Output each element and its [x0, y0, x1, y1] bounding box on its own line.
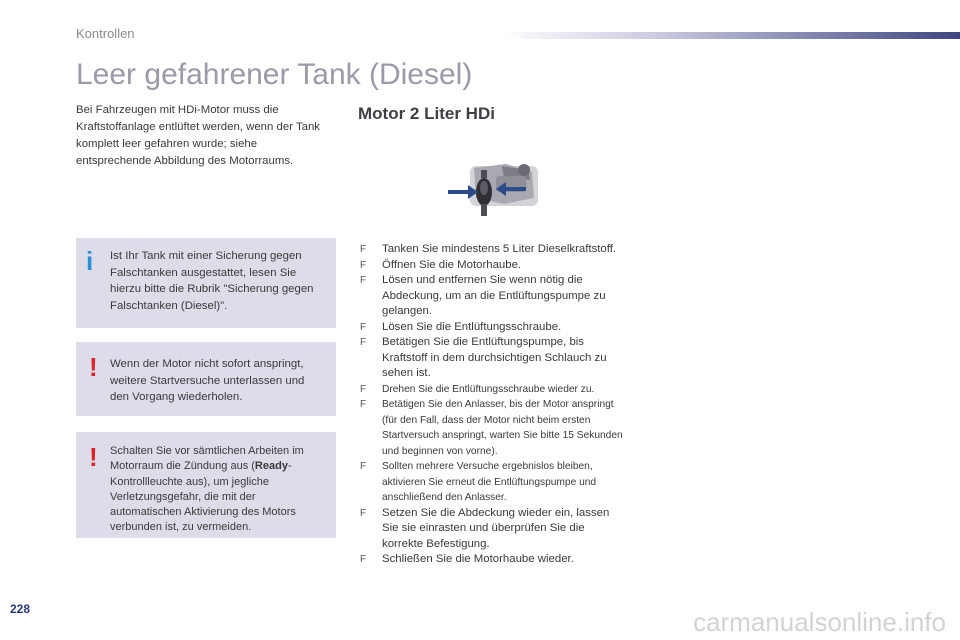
checkbox-marker-icon: F: [360, 461, 367, 472]
procedure-steps: [358, 242, 628, 568]
list-item: F Drehen Sie die Entlüftungsschraube wieder zu.: [358, 382, 628, 398]
info-note-box: [76, 238, 336, 328]
info-note-text: Ist Ihr Tank mit einer Sicherung gegen Falschtanken ausgestattet, lesen Sie hierzu bitte die Rubrik "Sicherung gegen Falschtanken (Diesel)".: [110, 250, 314, 312]
checkbox-marker-icon: F: [360, 383, 367, 395]
list-item: F Schließen Sie die Motorhaube wieder.: [358, 552, 628, 568]
warning-note-box-ignition: [76, 432, 336, 538]
engine-primer-pump-icon: [444, 158, 540, 220]
warning-note-text-part2: -Kontrollleuchte aus), um jegliche Verletzungsgefahr, die mit der automatischen Aktivierung des Motors verbunden ist, zu vermeiden.: [110, 460, 296, 534]
page-number: 228: [10, 602, 31, 616]
checkbox-marker-icon: F: [360, 554, 367, 565]
checkbox-marker-icon: F: [360, 275, 367, 286]
checkbox-marker-icon: F: [360, 321, 367, 333]
checkbox-marker-icon: F: [360, 244, 367, 255]
intro-text: Bei Fahrzeugen mit HDi-Motor muss die Kraftstoffanlage entlüftet werden, wenn der Tank komplett leer gefahren wurde; siehe entsprechende Abbildung des Motorraums.: [76, 104, 321, 167]
list-item: F Tanken Sie mindestens 5 Liter Dieselkraftstoff.: [358, 242, 628, 258]
header-bar: [500, 32, 960, 39]
section-label: Kontrollen: [76, 26, 135, 41]
list-item: F Lösen Sie die Entlüftungsschraube.: [358, 320, 628, 336]
engine-heading: Motor 2 Liter HDi: [358, 104, 495, 123]
list-item: F Betätigen Sie den Anlasser, bis der Motor anspringt (für den Fall, dass der Motor nicht beim ersten Startversuch anspringt, warten Sie bitte 15 Sekunden und beginnen von vorne).: [360, 399, 623, 457]
list-item: F Öffnen Sie die Motorhaube.: [358, 258, 628, 274]
warning-icon: !: [89, 352, 98, 382]
warning-note-text-part1: Schalten Sie vor sämtlichen Arbeiten im Motorraum die Zündung aus (: [110, 445, 304, 473]
ready-label: Ready: [254, 460, 288, 473]
warning-icon: !: [89, 442, 98, 472]
checkbox-marker-icon: F: [360, 259, 367, 271]
list-item: F Setzen Sie die Abdeckung wieder ein, lassen Sie sie einrasten und überprüfen Sie die korrekte Befestigung.: [360, 506, 610, 550]
page-title: Leer gefahrener Tank (Diesel): [76, 58, 473, 91]
warning-note-box: [76, 342, 336, 416]
info-icon: i: [86, 246, 94, 276]
checkbox-marker-icon: F: [360, 337, 367, 348]
list-item: F Lösen und entfernen Sie wenn nötig die Abdeckung, um an die Entlüftungspumpe zu gelangen.: [360, 274, 606, 317]
warning-note-text: Wenn der Motor nicht sofort anspringt, weitere Startversuche unterlassen und den Vorgang wiederholen.: [110, 358, 305, 403]
watermark: carmanualsonline.info: [693, 607, 946, 637]
list-item: F Betätigen Sie die Entlüftungspumpe, bis Kraftstoff in dem durchsichtigen Schlauch zu sehen ist.: [360, 336, 607, 379]
checkbox-marker-icon: F: [360, 507, 367, 519]
checkbox-marker-icon: F: [360, 399, 367, 410]
list-item: F Sollten mehrere Versuche ergebnislos bleiben, aktivieren Sie erneut die Entlüftungspumpe und anschließend den Anlasser.: [360, 461, 597, 503]
